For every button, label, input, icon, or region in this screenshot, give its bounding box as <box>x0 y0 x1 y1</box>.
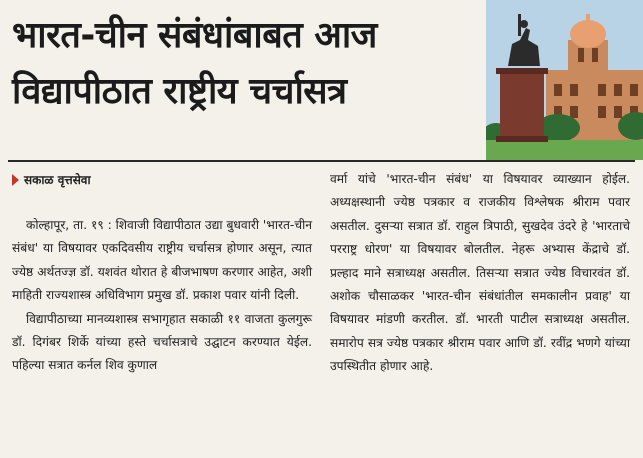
article-paragraph: वर्मा यांचे 'भारत-चीन संबंध' या विषयावर व्याख्यान होईल. अध्यक्षस्थानी ज्येष्ठ पत्रकार व राजकीय विश्लेषक श्रीराम पवार असतील. दुसऱ्या सत्रात डॉ. राहुल त्रिपाठी, सुखदेव उंदरे हे 'भारताचे परराष्ट्र धोरण' या विषयावर बोलतील. नेहरू अभ्यास केंद्राचे डॉ. प्रल्हाद माने सत्राध्यक्ष असतील. तिसऱ्या सत्रात ज्येष्ठ विचारवंत डॉ. अशोक चौसाळकर 'भारत-चीन संबंधांतील समकालीन प्रवाह' या विषयावर मांडणी करतील. डॉ. भारती पाटील सत्राध्यक्ष असतील. समारोप सत्र ज्येष्ठ पत्रकार श्रीराम पवार आणि डॉ. रवींद्र भणगे यांच्या उपस्थितीत होणार आहे. <box>330 172 630 374</box>
byline <box>12 170 312 190</box>
university-building-statue-photo-icon <box>486 0 643 160</box>
headline <box>12 8 482 120</box>
divider-rule <box>8 160 635 162</box>
byline-triangle-icon <box>12 174 19 186</box>
university-photo <box>486 0 643 160</box>
headline-line-2: विद्यापीठात राष्ट्रीय चर्चासत्र <box>12 71 347 112</box>
byline-text: सकाळ वृत्तसेवा <box>24 173 91 187</box>
headline-line-1: भारत-चीन संबंधांबाबत आज <box>12 15 377 56</box>
article-paragraph: विद्यापीठाच्या मानव्यशास्त्र सभागृहात सकाळी ११ वाजता कुलगुरू डॉ. दिगंबर शिर्के यांच्या हस्ते चर्चासत्राचे उद्घाटन करण्यात येईल. पहिल्या सत्रात कर्नल शिव कुणाल <box>12 311 312 373</box>
article-column-right <box>330 168 630 379</box>
article-column-left <box>12 170 312 378</box>
article-paragraph: कोल्हापूर, ता. १९ : शिवाजी विद्यापीठात उद्या बुधवारी 'भारत-चीन संबंध' या विषयावर एकदिवसीय राष्ट्रीय चर्चासत्र होणार असून, त्यात ज्येष्ठ अर्थतज्ज्ञ डॉ. यशवंत थोरात हे बीजभाषण करणार आहेत, अशी माहिती राज्यशास्त्र अधिविभाग प्रमुख डॉ. प्रकाश पवार यांनी दिली. <box>12 218 312 303</box>
